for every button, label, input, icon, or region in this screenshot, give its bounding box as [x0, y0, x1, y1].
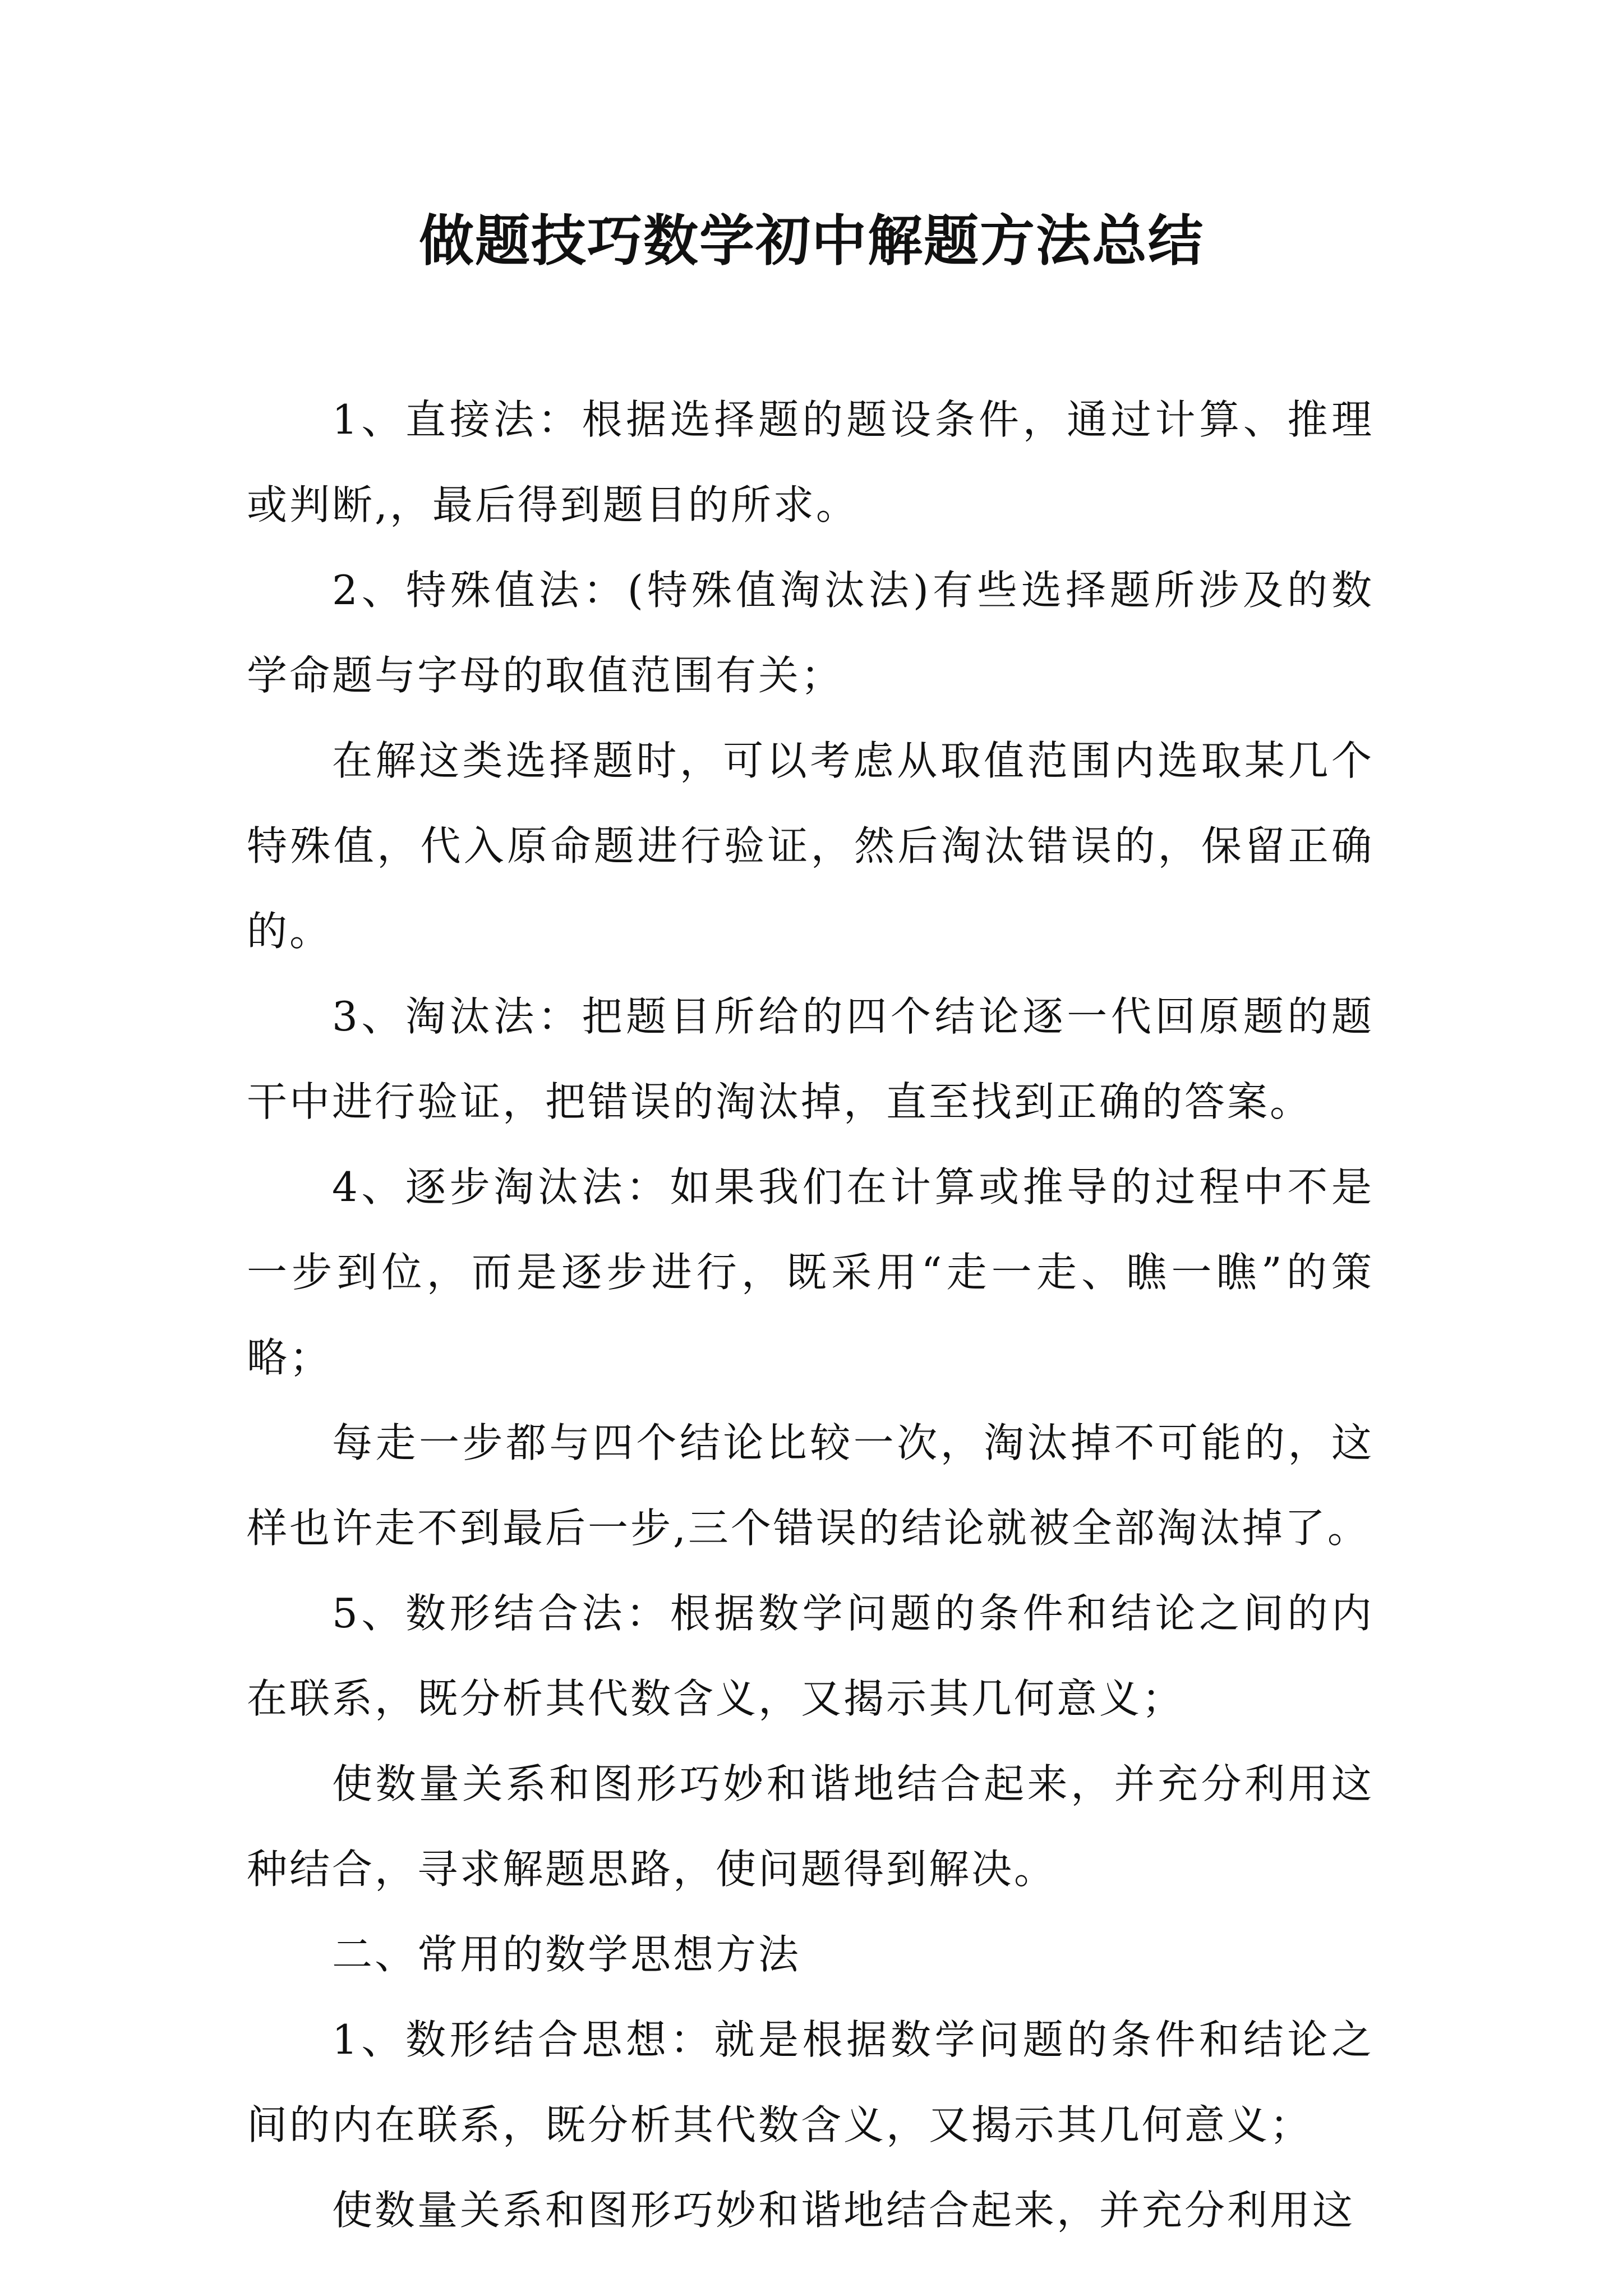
paragraph-number-shape-detail: 使数量关系和图形巧妙和谐地结合起来，并充分利用这种结合，寻求解题思路，使问题得到解决。	[247, 1760, 1374, 1893]
paragraph-number-shape-method: 5、数形结合法：根据数学问题的条件和结论之间的内在联系，既分析其代数含义，又揭示其几何意义；	[247, 1590, 1374, 1722]
paragraph-elimination-method: 3、淘汰法：把题目所给的四个结论逐一代回原题的题干中进行验证，把错误的淘汰掉，直至找到正确的答案。	[247, 993, 1374, 1125]
paragraph-stepwise-detail: 每走一步都与四个结论比较一次，淘汰掉不可能的，这样也许走不到最后一步,三个错误的结论就被全部淘汰掉了。	[247, 1419, 1374, 1552]
paragraph-direct-method: 1、直接法：根据选择题的题设条件，通过计算、推理或判断,，最后得到题目的所求。	[247, 396, 1374, 528]
document-body	[247, 377, 1374, 2253]
paragraph-number-shape-thinking: 1、数形结合思想：就是根据数学问题的条件和结论之间的内在联系，既分析其代数含义，又揭示其几何意义；	[247, 2016, 1374, 2148]
paragraph-special-value-detail: 在解这类选择题时，可以考虑从取值范围内选取某几个特殊值，代入原命题进行验证，然后淘汰错误的，保留正确的。	[247, 737, 1374, 955]
paragraph-number-shape-thinking-cont: 使数量关系和图形巧妙和谐地结合起来，并充分利用这	[332, 2187, 1355, 2234]
document-title: 做题技巧数学初中解题方法总结	[418, 209, 1204, 273]
paragraph-stepwise-elimination: 4、逐步淘汰法：如果我们在计算或推导的过程中不是一步到位，而是逐步进行，既采用“走一走、瞧一瞧”的策略；	[247, 1163, 1374, 1381]
paragraph-special-value-method: 2、特殊值法：(特殊值淘汰法)有些选择题所涉及的数学命题与字母的取值范围有关；	[247, 567, 1374, 699]
section-heading-math-thinking: 二、常用的数学思想方法	[332, 1931, 801, 1978]
